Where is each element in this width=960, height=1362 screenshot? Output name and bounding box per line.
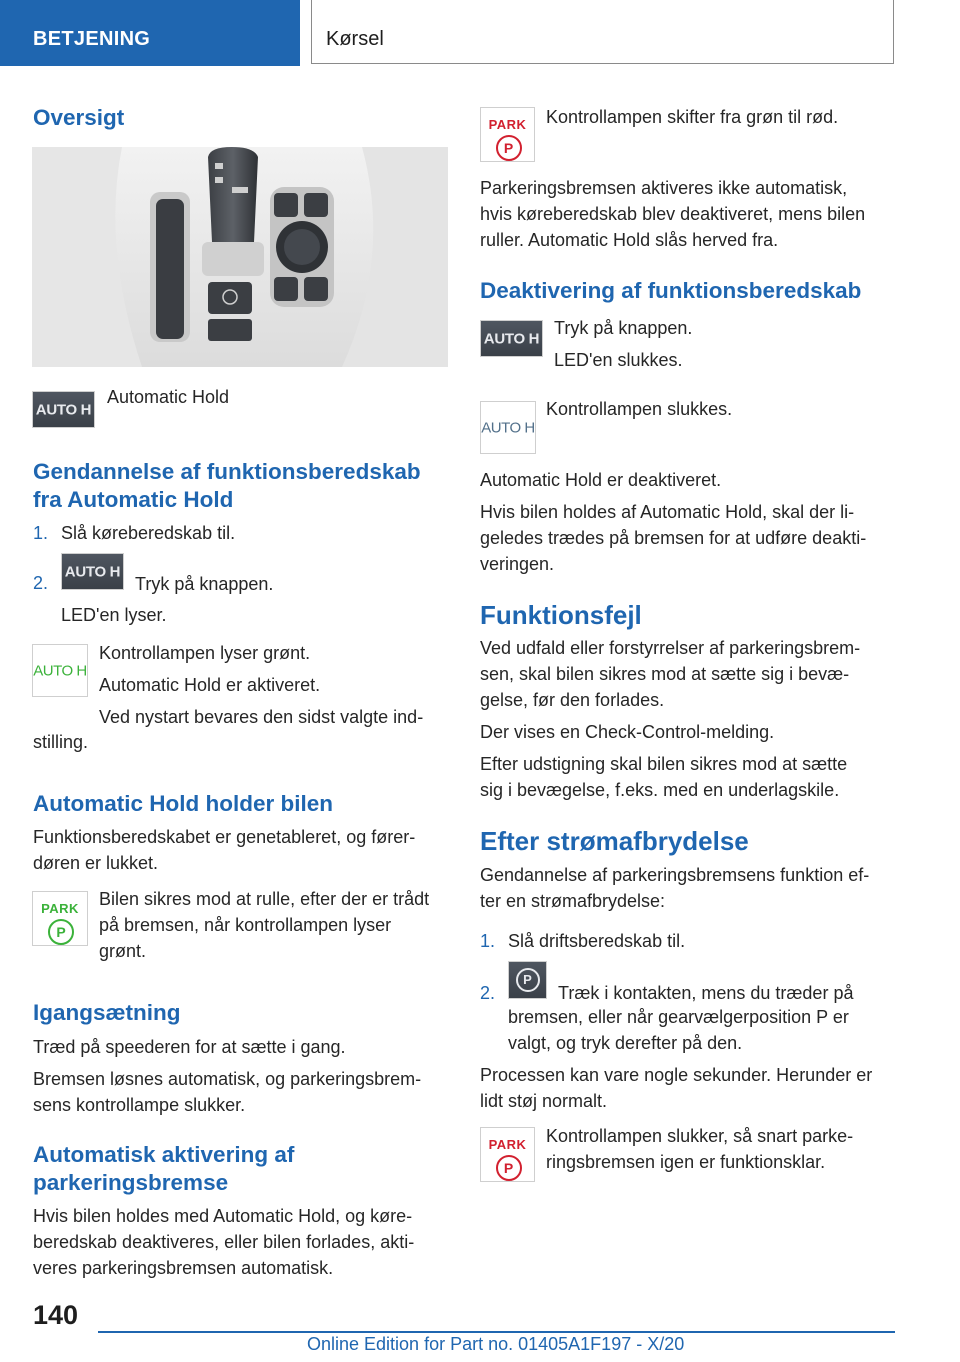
paragraph: lidt støj normalt.	[480, 1091, 608, 1111]
paragraph: døren er lukket.	[33, 853, 159, 873]
paragraph: Hvis bilen holdes af Automatic Hold, skal der li-	[480, 502, 855, 522]
step-text: LED'en slukkes.	[554, 350, 683, 370]
lamp-text: Kontrollampen slukkes.	[546, 399, 733, 419]
paragraph: veringen.	[480, 554, 555, 574]
step-text: Træk i kontakten, mens du træder på	[558, 983, 854, 1003]
heading-gendannelse: Gendannelse af funktionsberedskab fra Automatic Hold	[33, 459, 421, 512]
paragraph: Der vises en Check-Control-melding.	[480, 722, 775, 742]
paragraph: ruller. Automatic Hold slås herved fra.	[480, 230, 779, 250]
step-text: valgt, og tryk derefter på den.	[508, 1033, 743, 1053]
paragraph: beredskab deaktiveres, eller bilen forlades, akti-	[33, 1232, 415, 1252]
step-2: 2.	[33, 573, 49, 593]
paragraph: gelse, før den forlades.	[480, 690, 665, 710]
auto-h-button-icon: AUTO H	[480, 320, 543, 357]
step-2-text: Tryk på knappen.	[135, 574, 274, 594]
auto-h-button-icon: AUTO H	[32, 391, 95, 428]
efter-step-1: 1.	[480, 931, 496, 951]
step-text: Tryk på knappen.	[554, 318, 693, 338]
section-title: BETJENING	[33, 28, 151, 50]
paragraph: sens kontrollampe slukker.	[33, 1095, 246, 1115]
paragraph: geledes trædes på bremsen for at udføre deakti-	[480, 528, 867, 548]
led-text: LED'en lyser.	[61, 605, 167, 625]
console-photo	[32, 147, 448, 367]
auto-h-off-lamp-icon: AUTO H	[480, 401, 536, 454]
paragraph: Automatic Hold er deaktiveret.	[480, 470, 722, 490]
heading-automatisk: Automatisk aktivering af	[33, 1142, 295, 1167]
lamp-text: ringsbremsen igen er funktionsklar.	[546, 1152, 826, 1172]
step-1-text: Slå køreberedskab til.	[61, 523, 236, 543]
paragraph: sen, skal bilen sikres mod at sætte sig i bevæ-	[480, 664, 850, 684]
parking-brake-switch-icon: P	[508, 961, 547, 999]
heading-igangsaetning: Igangsætning	[33, 1000, 181, 1025]
heading-automatisk: parkeringsbremse	[33, 1170, 229, 1195]
paragraph: sig i bevægelse, f.eks. med en underlagskile.	[480, 780, 840, 800]
step-text: bremsen, eller når gearvælgerposition P er	[508, 1007, 849, 1027]
chapter-tab	[311, 0, 894, 64]
step-text: Slå driftsberedskab til.	[508, 931, 686, 951]
auto-h-button-icon: AUTO H	[61, 553, 124, 590]
footer-rule	[98, 1331, 895, 1333]
park-red-lamp-icon: PARK P	[480, 107, 535, 162]
paragraph: veres parkeringsbremsen automatisk.	[33, 1258, 334, 1278]
paragraph: Ved udfald eller forstyrrelser af parkeringsbrem-	[480, 638, 861, 658]
paragraph: Parkeringsbremsen aktiveres ikke automatisk,	[480, 178, 848, 198]
note-text: på bremsen, når kontrollampen lyser	[99, 915, 392, 935]
paragraph: Efter udstigning skal bilen sikres mod at sætte	[480, 754, 848, 774]
heading-oversigt: Oversigt	[33, 105, 125, 130]
lamp-text: Automatic Hold er aktiveret.	[99, 675, 321, 695]
lamp-text: Kontrollampen lyser grønt.	[99, 643, 311, 663]
auto-h-green-lamp-icon: AUTO H	[32, 644, 88, 697]
chapter-title: Kørsel	[326, 28, 384, 50]
paragraph: Bremsen løsnes automatisk, og parkeringsbrem-	[33, 1069, 422, 1089]
lamp-text: Ved nystart bevares den sidst valgte ind-	[99, 707, 424, 727]
heading-funktionsfejl: Funktionsfejl	[480, 600, 642, 630]
efter-step-2: 2.	[480, 983, 496, 1003]
paragraph: ter en strømafbrydelse:	[480, 891, 666, 911]
paragraph: Hvis bilen holdes med Automatic Hold, og køre-	[33, 1206, 413, 1226]
paragraph: hvis køreberedskab blev deaktiveret, mens bilen	[480, 204, 866, 224]
heading-efter-stroemafbrydelse: Efter strømafbrydelse	[480, 826, 749, 856]
paragraph: Processen kan vare nogle sekunder. Herunder er	[480, 1065, 873, 1085]
paragraph: Gendannelse af parkeringsbremsens funktion ef-	[480, 865, 870, 885]
note-text: Bilen sikres mod at rulle, efter der er trådt	[99, 889, 430, 909]
lamp-text: Kontrollampen slukker, så snart parke-	[546, 1126, 854, 1146]
heading-holder: Automatic Hold holder bilen	[33, 791, 334, 816]
park-green-lamp-icon: PARK P	[32, 891, 88, 946]
step-1: 1.	[33, 523, 49, 543]
auto-h-caption: Automatic Hold	[107, 387, 230, 407]
footer-edition: Online Edition for Part no. 01405A1F197 - X/20	[307, 1334, 685, 1354]
paragraph: Funktionsberedskabet er genetableret, og fører-	[33, 827, 416, 847]
page-number: 140	[33, 1300, 79, 1330]
note-text: grønt.	[99, 941, 147, 961]
section-tab	[0, 0, 300, 66]
park-red-lamp-icon: PARK P	[480, 1127, 535, 1182]
heading-deaktivering: Deaktivering af funktionsberedskab	[480, 278, 862, 303]
lamp-text: Kontrollampen skifter fra grøn til rød.	[546, 107, 839, 127]
lamp-text: stilling.	[33, 732, 89, 752]
paragraph: Træd på speederen for at sætte i gang.	[33, 1037, 346, 1057]
